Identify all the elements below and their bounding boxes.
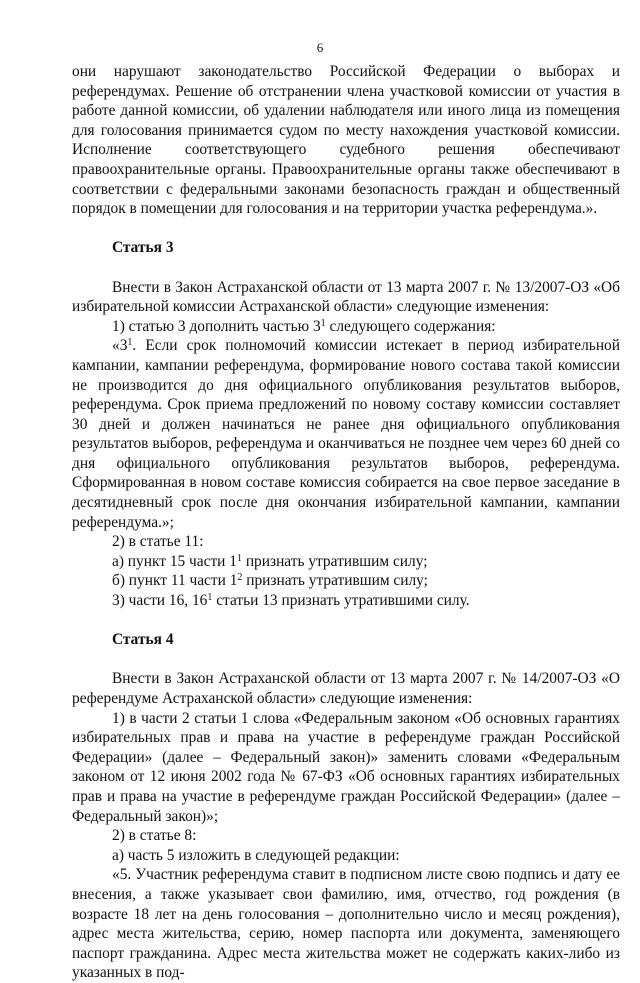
- paragraph: они нарушают законодательство Российской Федерации о выборах и референдумах. Решение об отстранении члена участковой комиссии от участия в работе данной комиссии, об удалении наблюдателя или иного лица из помещения для голосования принимается судом по месту нахождения участковой комиссии. Исполнение соответствующего судебного решения обеспечивают правоохранительные органы. Правоохранительные органы также обеспечивают в соответствии с федеральными законами безопасность граждан и общественный порядок в помещении для голосования и на территории участка референдума.».: [72, 63, 620, 218]
- superscript: 1: [236, 552, 242, 564]
- superscript: 1: [207, 592, 213, 604]
- spacer: [72, 611, 620, 631]
- paragraph: 3) части 16, $16^1$ статьи 13 признать утратившими силу.: [112, 592, 470, 610]
- spacer: [72, 650, 620, 670]
- paragraph: «5. Участник референдума ставит в подписном листе свою подпись и дату ее внесения, а также указывает свои фамилию, имя, отчество, год рождения (в возрасте 18 лет на день голосования – дополнительно число и месяц рождения), адрес места жительства, серию, номер паспорта или документа, заменяющего паспорт гражданина. Адрес места жительства может не содержать каких-либо из указанных в под-: [72, 866, 620, 982]
- superscript: 2: [237, 572, 243, 584]
- paragraph: 2) в статье 8:: [112, 827, 197, 845]
- paragraph: 1) в части 2 статьи 1 слова «Федеральным законом «Об основных гарантиях избирательных прав и права на участие в референдуме граждан Российской Федерации» (далее – Федеральный закон)» заменить словами «Федеральным законом от 12 июня 2002 года № 67-ФЗ «Об основных гарантиях избирательных прав и права на участие в референдуме граждан Российской Федерации» (далее – Федеральный закон)»;: [72, 709, 620, 825]
- document-body: [72, 62, 620, 983]
- paragraph: а) часть 5 изложить в следующей редакции:: [112, 846, 400, 864]
- paragraph: б) пункт 11 части $1^2$ признать утратившим силу;: [112, 572, 428, 590]
- article-heading: Статья 4: [112, 631, 174, 649]
- superscript: 1: [127, 337, 133, 349]
- article-heading: Статья 3: [112, 239, 174, 257]
- paragraph: 1) статью 3 дополнить частью $3^1$ следующего содержания:: [112, 317, 496, 335]
- paragraph: «$3^1$. Если срок полномочий комиссии истекает в период избирательной кампании, кампании референдума, формирование нового состава такой комиссии не производится до дня официального опубликования результатов выборов, референдума. Срок приема предложений по новому составу комиссии составляет 30 дней и должен начинаться не ранее дня официального опубликования результатов выборов, референдума и оканчиваться не позднее чем через 60 дней со дня официального опубликования результатов выборов, референдума. Сформированная в новом составе комиссия собирается на свое первое заседание в десятидневный срок после дня окончания избирательной кампании, кампании референдума.»;: [72, 337, 620, 531]
- paragraph: а) пункт 15 части $1^1$ признать утратившим силу;: [112, 552, 428, 570]
- paragraph: 2) в статье 11:: [112, 533, 204, 551]
- spacer: [72, 219, 620, 239]
- spacer: [72, 258, 620, 278]
- paragraph: Внести в Закон Астраханской области от 13 марта 2007 г. № 14/2007-ОЗ «О референдуме Астраханской области» следующие изменения:: [72, 670, 620, 707]
- paragraph: Внести в Закон Астраханской области от 13 марта 2007 г. № 13/2007-ОЗ «Об избирательной комиссии Астраханской области» следующие изменения:: [72, 278, 620, 316]
- page-number: 6: [316, 40, 324, 55]
- superscript: 1: [320, 317, 326, 329]
